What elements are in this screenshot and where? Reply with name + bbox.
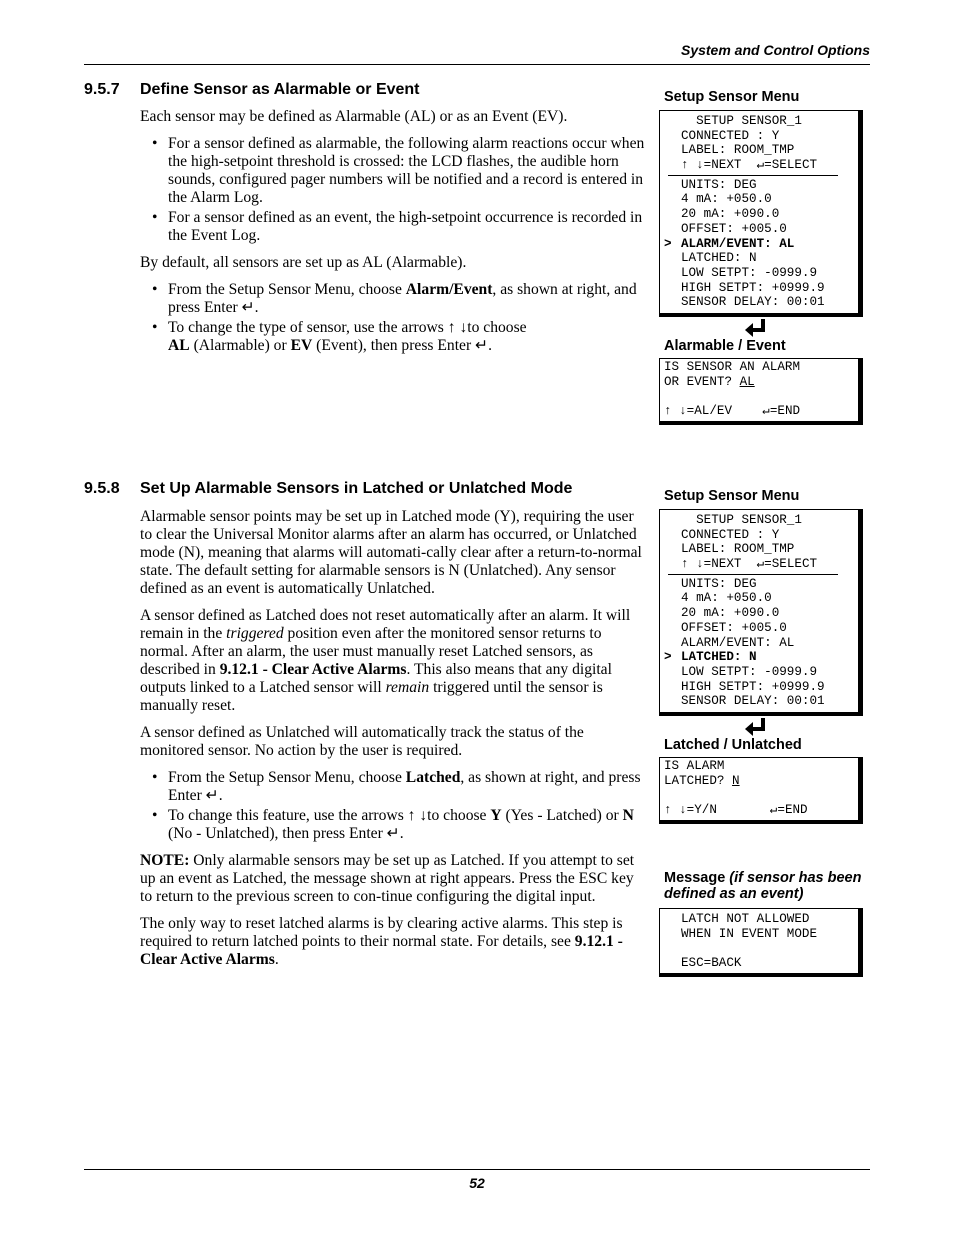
setup-sensor-menu-label: Setup Sensor Menu: [664, 89, 800, 105]
steps-list: [140, 769, 648, 843]
list-item: • To change this feature, use the arrows ↑ ↓to choose Y (Yes - Latched) or N (No - Unlatched), then press Enter ↵.: [152, 807, 634, 842]
running-header: System and Control Options: [680, 42, 870, 58]
selected-menu-item: > ALARM/EVENT: AL: [664, 236, 795, 251]
latched-unlatched-screen: IS ALARM LATCHED? N ↑ ↓=Y/N ↵=END: [659, 757, 863, 824]
steps-list: [140, 281, 648, 355]
section-957-body: [140, 108, 648, 364]
section-number: 9.5.8: [84, 480, 120, 497]
setup-sensor-menu-screen-2: SETUP SENSOR_1 CONNECTED : Y LABEL: ROOM_TMP ↑ ↓=NEXT ↵=SELECT UNITS: DEG 4 mA: +050.0 20 mA: +090.0 OFFSET: +005.0 ALARM/EVENT: AL > LATCHED: N LOW SETPT: -0999.9 HIGH SETPT: +0999.9 SENSOR DELAY: 00:01: [659, 509, 863, 716]
alarmable-event-screen: IS SENSOR AN ALARM OR EVENT? AL ↑ ↓=AL/EV ↵=END: [659, 358, 863, 425]
latch-not-allowed-screen: LATCH NOT ALLOWED WHEN IN EVENT MODE ESC=BACK: [659, 908, 863, 977]
list-item: • For a sensor defined as an event, the high-setpoint occurrence is recorded in the Event Log.: [152, 209, 643, 244]
list-item: • To change the type of sensor, use the arrows ↑ ↓to choose AL (Alarmable) or EV (Event), then press Enter ↵.: [152, 319, 527, 354]
latched-behavior-paragraph: A sensor defined as Latched does not reset automatically after an alarm. It will remain in the triggered position even after the monitored sensor returns to normal. After an alarm, the user must manually reset Latched sensors, as described in 9.12.1 - Clear Active Alarms. This also means that any digital outputs linked to a Latched sensor will remain triggered until the sensor is manually reset.: [140, 607, 631, 714]
intro-paragraph: Each sensor may be defined as Alarmable (AL) or as an Event (EV).: [140, 108, 568, 125]
alarmable-event-label: Alarmable / Event: [664, 338, 786, 354]
reset-paragraph: The only way to reset latched alarms is by clearing active alarms. This step is required to return latched points to their normal state. For details, see 9.12.1 - Clear Active Alarms.: [140, 915, 623, 968]
reaction-list: [140, 135, 648, 245]
section-958-heading: [84, 480, 572, 498]
lcd-divider: [668, 175, 838, 176]
enter-key-icon: [744, 717, 768, 737]
list-item: • From the Setup Sensor Menu, choose Alarm/Event, as shown at right, and press Enter ↵.: [152, 281, 637, 316]
section-title: Set Up Alarmable Sensors in Latched or Unlatched Mode: [140, 480, 573, 497]
section-title: Define Sensor as Alarmable or Event: [140, 81, 420, 98]
section-957-heading: [84, 81, 420, 99]
message-label: Message (if sensor has been defined as an event): [664, 870, 862, 902]
setup-sensor-menu-label-2: Setup Sensor Menu: [664, 488, 800, 504]
latched-mode-paragraph: Alarmable sensor points may be set up in Latched mode (Y), requiring the user to clear the Universal Monitor alarms after an alarm has occurred, or Unlatched mode (N), meaning that alarms will automati-cally clear after a return-to-normal state. The default setting for alarmable sensors is N (Unlatched). Any sensor defined as an event is automatically Unlatched.: [140, 508, 642, 597]
lcd-divider: [668, 574, 838, 575]
footer-rule: [84, 1169, 870, 1170]
setup-sensor-menu-screen-1: SETUP SENSOR_1 CONNECTED : Y LABEL: ROOM_TMP ↑ ↓=NEXT ↵=SELECT UNITS: DEG 4 mA: +050.0 20 mA: +090.0 OFFSET: +005.0 > ALARM/EVENT: AL LATCHED: N LOW SETPT: -0999.9 HIGH SETPT: +0999.9 SENSOR DELAY: 00:01: [659, 110, 863, 317]
section-number: 9.5.7: [84, 81, 120, 98]
unlatched-paragraph: A sensor defined as Unlatched will automatically track the status of the monitored sensor. No action by the user is required.: [140, 724, 584, 759]
enter-key-icon: [744, 318, 768, 338]
list-item: • For a sensor defined as alarmable, the following alarm reactions occur when the high-setpoint threshold is crossed: the LCD flashes, the audible horn sounds, configured pager numbers will be notified and a record is entered in the Alarm Log.: [152, 135, 645, 206]
latched-unlatched-label: Latched / Unlatched: [664, 737, 802, 753]
header-rule: [84, 64, 870, 65]
page-number: 52: [469, 1175, 485, 1191]
section-958-body: [140, 508, 648, 978]
list-item: • From the Setup Sensor Menu, choose Latched, as shown at right, and press Enter ↵.: [152, 769, 641, 804]
default-paragraph: By default, all sensors are set up as AL (Alarmable).: [140, 254, 467, 271]
selected-menu-item: > LATCHED: N: [664, 650, 757, 665]
note-paragraph: NOTE: Only alarmable sensors may be set up as Latched. If you attempt to set up an event as Latched, the message shown at right appears. Press the ESC key to return to the previous screen to con-tinue configuring the digital input.: [140, 852, 635, 905]
